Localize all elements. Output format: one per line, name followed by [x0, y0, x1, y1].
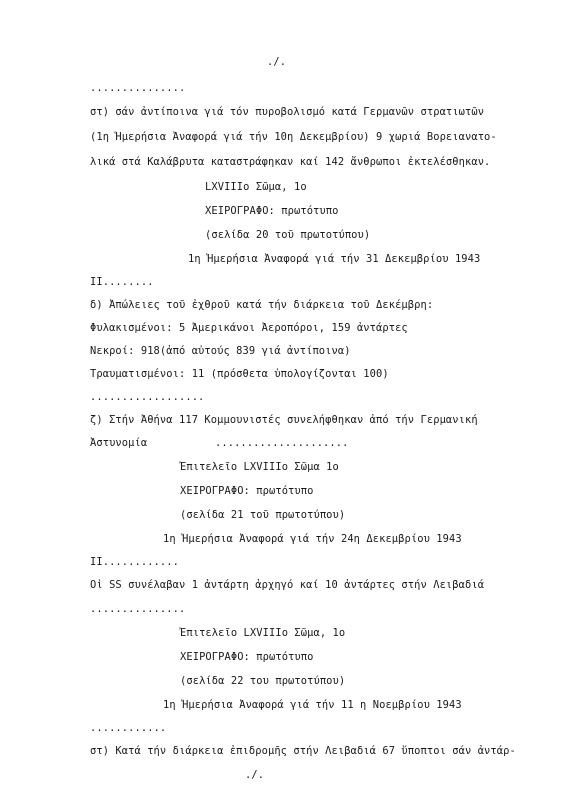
text-line: στ) Κατά τήν διάρκεια ἐπιδρομῆς στήν Λειβαδιά 67 ὕποπτοι σάν ἀντάρ- — [90, 745, 516, 757]
text-line: λικά στά Καλάβρυτα καταστράφηκαν καί 142 ἄνθρωποι ἐκτελέσθηκαν. — [90, 156, 491, 168]
text-line: II........ — [90, 276, 154, 288]
text-line: II............ — [90, 556, 179, 568]
text-line: ..................... — [215, 437, 349, 449]
report-heading: 1η Ἡμερήσια Ἀναφορά γιά τήν 11 η Νοεμβρίου 1943 — [163, 699, 462, 711]
text-line: ............... — [90, 82, 186, 94]
report-heading: 1η Ἡμερήσια Ἀναφορά γιά τήν 24η Δεκεμβρίου 1943 — [163, 533, 462, 545]
text-line: .................. — [90, 391, 205, 403]
text-line: ............... — [90, 603, 186, 615]
text-line: Φυλακισμένοι: 5 Ἀμερικάνοι Ἀεροπόροι, 159 ἀντάρτες — [90, 322, 408, 334]
archive-reference: Ἐπιτελεῖο LXVIIIο Σῶμα 1ο — [180, 461, 339, 473]
archive-reference: Ἐπιτελεῖο LXVIIIο Σῶμα, 1ο — [180, 627, 346, 639]
text-line: (1η Ἡμερήσια Ἀναφορά γιά τήν 10η Δεκεμβρίου) 9 χωριά Βορειανατο- — [90, 131, 497, 143]
archive-reference: ΧΕΙΡΟΓΡΑΦΟ: πρωτότυπο — [205, 205, 339, 217]
archive-reference: LXVIIIο Σῶμα, 1ο — [205, 181, 307, 193]
archive-reference: ΧΕΙΡΟΓΡΑΦΟ: πρωτότυπο — [180, 485, 314, 497]
text-line: στ) σάν ἀντίποινα γιά τόν πυροβολισμό κατά Γερμανῶν στρατιωτῶν — [90, 106, 485, 118]
text-line: Οἱ SS συνέλαβαν 1 ἀντάρτη ἀρχηγό καί 10 ἀντάρτες στήν Λειβαδιά — [90, 579, 485, 591]
page-marker-top: ./. — [267, 56, 287, 68]
text-line: δ) Ἀπώλειες τοῦ ἐχθροῦ κατά τήν διάρκεια τοῦ Δεκέμβρη: — [90, 299, 434, 311]
text-line: ζ) Στήν Ἀθήνα 117 Κομμουνιστές συνελήφθηκαν ἀπό τήν Γερμανική — [90, 414, 478, 426]
archive-reference: (σελίδα 21 τοῦ πρωτοτύπου) — [180, 509, 346, 521]
text-line: Τραυματισμένοι: 11 (πρόσθετα ὑπολογίζονται 100) — [90, 368, 389, 380]
text-line: ............ — [90, 722, 167, 734]
archive-reference: ΧΕΙΡΟΓΡΑΦΟ: πρωτότυπο — [180, 651, 314, 663]
report-heading: 1η Ἡμερήσια Ἀναφορά γιά τήν 31 Δεκεμβρίου 1943 — [188, 253, 481, 265]
text-line: Νεκροί: 918(ἀπό αὐτούς 839 γιά ἀντίποινα) — [90, 345, 351, 357]
page-marker-bottom: ./. — [245, 769, 265, 781]
archive-reference: (σελίδα 20 τοῦ πρωτοτύπου) — [205, 229, 371, 241]
text-line: Ἀστυνομία — [90, 437, 148, 449]
archive-reference: (σελίδα 22 του πρωτοτύπου) — [180, 675, 346, 687]
